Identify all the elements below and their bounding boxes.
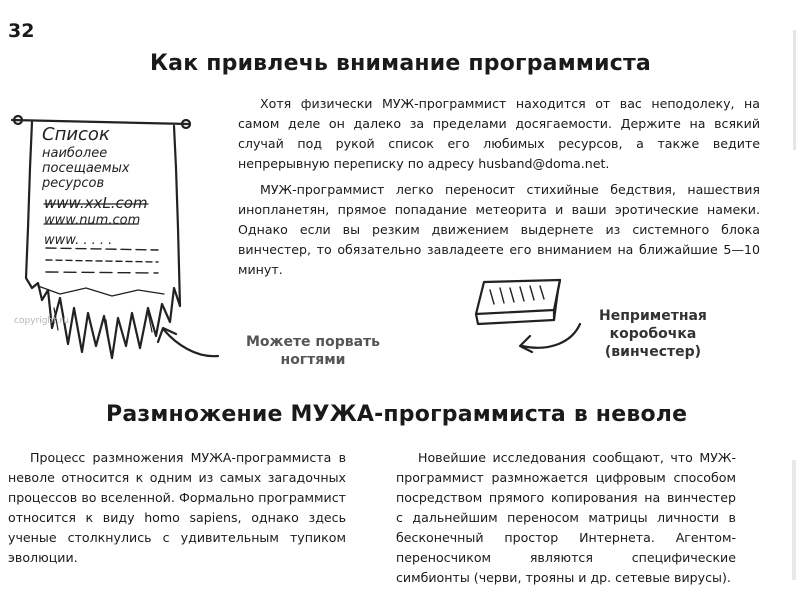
watermark: copyright.ru [14,316,69,326]
page-edge-shadow [792,460,796,580]
scroll-link-1: www.xxL.com [44,194,148,212]
paragraph-text: Хотя физически МУЖ-программист находится от вас неподолеку, на самом деле он далеко за пределами досягаемости. Держите на всякий случай под рукой список его любимых ресурсов, а также ведите непрерывную переписку по адресу husband@doma.net. [238,96,760,171]
scroll-link-2: www.num.com [44,213,141,228]
caption-scroll: Можете порвать ногтями [245,334,381,368]
hard-drive-illustration [462,276,592,360]
paragraph-text: Новейшие исследования сообщают, что МУЖ-программист размножается цифровым способом посредством прямого копирования на винчестер с дальнейшим переносом матрицы личности в бесконечный простор Интернета. Агентом-переносчиком являются специфические симбионты (черви, трояны и др. сетевые вирусы). [396,450,736,585]
paragraph-text: Процесс размножения МУЖА-программиста в неволе относится к одним из самых загадочных процессов во вселенной. Формально программист относится к виду homo sapiens, однако здесь ученые столкнулись с удивительным тупиком эволюции. [8,450,346,565]
paragraph-research [396,448,736,588]
scroll-line-1: Список [42,124,110,145]
section-title-reproduction: Размножение МУЖА-программиста в неволе [106,402,688,427]
page-number: 32 [8,20,35,42]
scroll-link-3: www. . . . . [44,233,113,248]
scroll-line-2: наиболее [42,146,108,161]
paragraph-reproduction-process [8,448,346,568]
caption-hard-drive: Неприметная коробочка (винчестер) [599,308,707,360]
scroll-line-4: ресурсов [42,176,105,191]
paragraph-disasters [238,180,760,280]
paragraph-favorite-resources [238,94,760,174]
paragraph-text: МУЖ-программист легко переносит стихийные бедствия, нашествия инопланетян, прямое попадание метеорита и ваши эротические намеки. Однако если вы резким движением выдернете из системного блока винчестер, то обязательно завладеете его вниманием на ближайшие 5—10 минут. [238,182,760,277]
section-title-attention: Как привлечь внимание программиста [150,51,651,76]
scroll-line-3: посещаемых [42,161,130,176]
scroll-list-illustration [8,108,233,372]
page-edge-shadow [793,30,796,150]
